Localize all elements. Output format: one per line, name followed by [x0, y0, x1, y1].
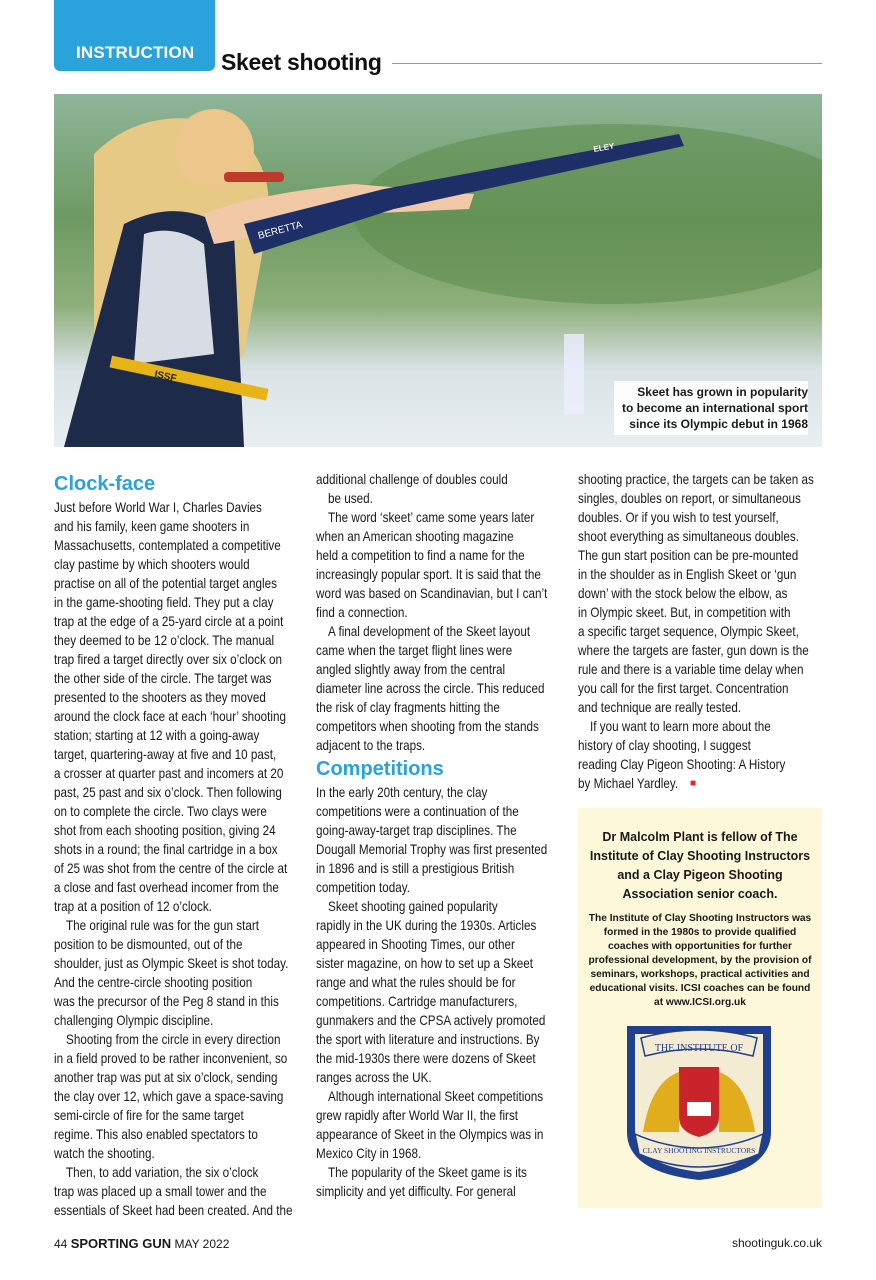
caption-line: since its Olympic debut in 1968: [629, 417, 808, 431]
caption-line: Skeet has grown in popularity: [637, 385, 808, 399]
body-line: target, quartering-away at five and 10 past,: [54, 747, 277, 762]
body-line: a specific target sequence, Olympic Skeet,: [578, 624, 799, 639]
body-line: competition today.: [316, 880, 411, 895]
body-line: around the clock face at each ‘hour’ shooting: [54, 709, 287, 724]
paragraph-first-line: Shooting from the circle in every direction: [66, 1032, 281, 1047]
body-line: past, 25 past and six o’clock. Then following: [54, 785, 282, 800]
title-rule: [392, 63, 822, 64]
body-line: range and what the rules should be for: [316, 975, 516, 990]
section-heading: Competitions: [316, 758, 444, 780]
body-line: Just before World War I, Charles Davies: [54, 500, 262, 515]
body-line: gunmakers and the CPSA actively promoted: [316, 1013, 546, 1028]
article-column-3: [578, 470, 828, 793]
body-line: was the precursor of the Peg 8 stand in this: [54, 994, 279, 1009]
body-line: you call for the first target. Concentration: [578, 681, 789, 696]
body-line: grew rapidly after World War II, the first: [316, 1108, 519, 1123]
body-line: in the shoulder as in English Skeet or ‘gun: [578, 567, 797, 582]
photo-caption: [614, 381, 808, 435]
magazine-name: SPORTING GUN: [70, 1236, 172, 1251]
body-line: going-away-target trap disciplines. The: [316, 823, 517, 838]
body-line: in the game-shooting field. They put a clay: [54, 595, 274, 610]
caption-line: to become an international sport: [621, 401, 808, 415]
footer-left: [54, 1236, 229, 1251]
body-line: trap at the edge of a 25-yard circle at a point: [54, 614, 284, 629]
article-column-1: [54, 470, 304, 1220]
body-line: trap at a position of 12 o’clock.: [54, 899, 212, 914]
paragraph-first-line: If you want to learn more about the: [590, 719, 771, 734]
body-line: In the early 20th century, the clay: [316, 785, 488, 800]
logo-bottom-text: CLAY SHOOTING INSTRUCTORS: [642, 1146, 756, 1155]
issue-date: MAY 2022: [174, 1237, 230, 1251]
body-line: diameter line across the circle. This reduced: [316, 681, 545, 696]
body-line: competitions were a continuation of the: [316, 804, 519, 819]
body-line: competitors when shooting from the stands: [316, 719, 539, 734]
body-line: Massachusetts, contemplated a competitive: [54, 538, 281, 553]
paragraph-first-line: Skeet shooting gained popularity: [328, 899, 498, 914]
body-line: rule and there is a variable time delay when: [578, 662, 804, 677]
body-line: of 25 was shot from the centre of the circle at: [54, 861, 288, 876]
body-line: shoot everything as simultaneous doubles.: [578, 529, 799, 544]
body-line: The gun start position can be pre-mounted: [578, 548, 799, 563]
hero-photo: [54, 94, 822, 447]
body-line: regime. This also enabled spectators to: [54, 1127, 258, 1142]
body-line: shots in a round; the final cartridge in a box: [54, 842, 278, 857]
body-line: practise on all of the potential target angles: [54, 576, 277, 591]
body-line: history of clay shooting, I suggest: [578, 738, 751, 753]
footer-site: shootinguk.co.uk: [731, 1236, 822, 1250]
body-line: the clay over 12, which gave a space-saving: [54, 1089, 284, 1104]
author-bio: Dr Malcolm Plant is fellow of The Institute of Clay Shooting Instructors and a Clay Pigeon Shooting Association senior coach.: [589, 830, 811, 901]
body-line: shooting practice, the targets can be taken as: [578, 472, 814, 487]
body-line: the sport with literature and instructions. By: [316, 1032, 540, 1047]
body-line: clay pastime by which shooters would: [54, 557, 250, 572]
body-line: on to complete the circle. Two clays were: [54, 804, 267, 819]
body-line: appeared in Shooting Times, our other: [316, 937, 515, 952]
logo-top-text: THE INSTITUTE OF: [654, 1043, 744, 1054]
paragraph-first-line: The popularity of the Skeet game is its: [328, 1165, 527, 1180]
body-line: and his family, keen game shooters in: [54, 519, 250, 534]
section-tab: [54, 0, 215, 71]
page-number: 44: [54, 1237, 68, 1251]
body-line: where the targets are faster, gun down is the: [578, 643, 809, 658]
end-mark: ■: [690, 778, 697, 789]
body-line: essentials of Skeet had been created. And the: [54, 1203, 293, 1218]
body-line: in Olympic skeet. But, in competition with: [578, 605, 791, 620]
body-line: and technique are really tested.: [578, 700, 742, 715]
body-line: angled slightly away from the central: [316, 662, 506, 677]
author-box: [578, 808, 822, 1208]
body-line: Mexico City in 1968.: [316, 1146, 422, 1161]
body-line: the other side of the circle. The target was: [54, 671, 272, 686]
body-line: rapidly in the UK during the 1930s. Articles: [316, 918, 537, 933]
body-line: down’ with the stock below the elbow, as: [578, 586, 788, 601]
article-column-2: [316, 470, 566, 1201]
body-line: a close and fast overhead incomer from the: [54, 880, 279, 895]
body-line: find a connection.: [316, 605, 408, 620]
body-line: singles, doubles on report, or simultaneous: [578, 491, 801, 506]
paragraph-first-line: Although international Skeet competitions: [328, 1089, 544, 1104]
body-line: shoulder, just as Olympic Skeet is shot today.: [54, 956, 289, 971]
section-heading: Clock-face: [54, 473, 156, 495]
body-line: in a field proved to be rather inconvenient, so: [54, 1051, 288, 1066]
body-line: word was based on Scandinavian, but I can’t: [316, 586, 548, 601]
body-line: the risk of clay fragments hitting the: [316, 700, 500, 715]
body-line: station; starting at 12 with a going-away: [54, 728, 260, 743]
paragraph-first-line: The word ‘skeet’ came some years later: [328, 510, 535, 525]
body-line: semi-circle of fire for the same target: [54, 1108, 244, 1123]
body-line: competitions. Cartridge manufacturers,: [316, 994, 518, 1009]
page-title: Skeet shooting: [221, 49, 382, 75]
section-label: INSTRUCTION: [76, 43, 195, 62]
body-line: they deemed to be 12 o’clock. The manual: [54, 633, 275, 648]
body-line: trap was placed up a small tower and the: [54, 1184, 267, 1199]
body-line: held a competition to find a name for the: [316, 548, 525, 563]
body-line: ranges across the UK.: [316, 1070, 432, 1085]
paragraph-first-line: A final development of the Skeet layout: [328, 624, 531, 639]
icsi-info: The Institute of Clay Shooting Instructors was formed in the 1980s to provide qualified coaches with opportunities for further professional development, by the provision of seminars, workshops, practical activities and educational visits. ICSI coaches can be found at www.ICSI.org.uk: [588, 913, 812, 1008]
barrel-label: ELEY: [592, 141, 615, 154]
body-line: shot from each shooting position, giving 24: [54, 823, 276, 838]
icsi-logo: [621, 1022, 777, 1182]
body-line: the mid-1930s there were dozens of Skeet: [316, 1051, 536, 1066]
body-line: And the centre-circle shooting position: [54, 975, 253, 990]
vest-label: ISSF: [153, 369, 178, 385]
body-line: adjacent to the traps.: [316, 738, 426, 753]
body-line: additional challenge of doubles could: [316, 472, 508, 487]
gun-label: BERETTA: [256, 219, 304, 242]
body-line: increasingly popular sport. It is said that the: [316, 567, 541, 582]
body-line: doubles. Or if you wish to test yourself,: [578, 510, 779, 525]
body-line: challenging Olympic discipline.: [54, 1013, 214, 1028]
body-line: by Michael Yardley.: [578, 776, 679, 791]
body-line: trap fired a target directly over six o’clock on: [54, 652, 283, 667]
paragraph-first-line: be used.: [328, 491, 373, 506]
body-line: presented to the shooters as they moved: [54, 690, 266, 705]
body-line: reading Clay Pigeon Shooting: A History: [578, 757, 786, 772]
body-line: another trap was put at six o’clock, sending: [54, 1070, 278, 1085]
body-line: a crosser at quarter past and incomers at 20: [54, 766, 284, 781]
body-line: appearance of Skeet in the Olympics was in: [316, 1127, 544, 1142]
paragraph-first-line: The original rule was for the gun start: [66, 918, 260, 933]
body-line: position to be dismounted, out of the: [54, 937, 243, 952]
body-line: in 1896 and is still a prestigious British: [316, 861, 515, 876]
body-line: came when the target flight lines were: [316, 643, 513, 658]
body-line: watch the shooting.: [54, 1146, 155, 1161]
paragraph-first-line: Then, to add variation, the six o’clock: [66, 1165, 259, 1180]
body-line: simplicity and yet difficulty. For general: [316, 1184, 516, 1199]
body-line: Dougall Memorial Trophy was first presented: [316, 842, 548, 857]
body-line: sister magazine, on how to set up a Skeet: [316, 956, 534, 971]
body-line: when an American shooting magazine: [316, 529, 514, 544]
